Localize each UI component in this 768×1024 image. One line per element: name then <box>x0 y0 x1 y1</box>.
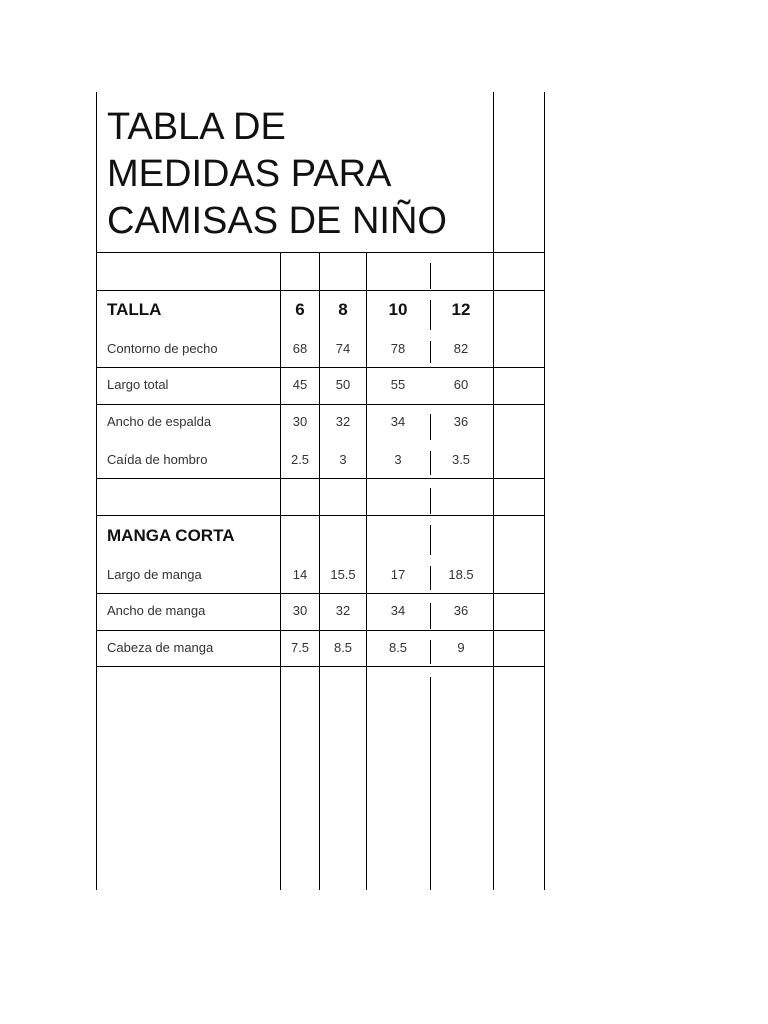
size-header-6: 6 <box>295 300 305 319</box>
size-header-label: TALLA <box>107 300 162 319</box>
table-cell: 74 <box>335 341 351 356</box>
table-cell: 82 <box>453 341 469 356</box>
row-label: Cabeza de manga <box>107 640 214 655</box>
column-divider-extra <box>493 92 494 890</box>
column-divider-label <box>280 253 281 890</box>
table-cell: 50 <box>335 377 351 392</box>
size-header-8: 8 <box>338 300 348 319</box>
table-cell: 9 <box>457 640 465 655</box>
table-cell: 3.5 <box>451 452 471 467</box>
column-divider-10 <box>430 640 431 664</box>
column-divider-10 <box>430 263 431 289</box>
table-cell: 3 <box>394 452 402 467</box>
table-cell: 55 <box>390 377 406 392</box>
table-cell: 78 <box>390 341 406 356</box>
column-divider-10 <box>430 566 431 590</box>
size-header-10: 10 <box>388 300 408 319</box>
row-divider <box>96 478 545 479</box>
row-divider <box>96 367 545 368</box>
row-divider <box>96 630 545 631</box>
table-cell: 68 <box>292 341 308 356</box>
column-divider-10 <box>430 677 431 890</box>
table-cell: 30 <box>292 414 308 429</box>
row-divider <box>96 404 545 405</box>
title-line: TABLA DE <box>107 106 286 148</box>
table-cell: 30 <box>292 603 308 618</box>
row-divider <box>96 290 545 291</box>
table-cell: 15.5 <box>330 567 356 582</box>
table-cell: 36 <box>453 414 469 429</box>
row-divider <box>96 593 545 594</box>
section-heading: MANGA CORTA <box>107 526 235 545</box>
column-divider-10 <box>430 341 431 363</box>
table-border-left <box>96 92 97 890</box>
table-cell: 36 <box>453 603 469 618</box>
table-cell: 34 <box>390 414 406 429</box>
row-label: Contorno de pecho <box>107 341 218 356</box>
table-cell: 8.5 <box>388 640 408 655</box>
row-divider <box>96 252 545 253</box>
row-label: Ancho de espalda <box>107 414 212 429</box>
table-cell: 45 <box>292 377 308 392</box>
row-label: Largo total <box>107 377 169 392</box>
table-cell: 32 <box>335 603 351 618</box>
row-divider <box>96 666 545 667</box>
column-divider-10 <box>430 603 431 629</box>
row-label: Largo de manga <box>107 567 202 582</box>
row-divider <box>96 515 545 516</box>
column-divider-10 <box>430 525 431 555</box>
column-divider-10 <box>430 300 431 330</box>
column-divider-10 <box>430 488 431 514</box>
table-cell: 3 <box>339 452 347 467</box>
table-cell: 2.5 <box>290 452 310 467</box>
table-border-right <box>544 92 545 890</box>
table-cell: 8.5 <box>333 640 353 655</box>
table-cell: 60 <box>453 377 469 392</box>
title-line: MEDIDAS PARA <box>107 153 392 195</box>
table-cell: 34 <box>390 603 406 618</box>
table-cell: 7.5 <box>290 640 310 655</box>
size-header-12: 12 <box>451 300 471 319</box>
row-label: Ancho de manga <box>107 603 206 618</box>
page-title <box>107 104 487 245</box>
row-label: Caída de hombro <box>107 452 208 467</box>
table-cell: 32 <box>335 414 351 429</box>
column-divider-10 <box>430 451 431 475</box>
table-cell: 17 <box>390 567 406 582</box>
title-line: CAMISAS DE NIÑO <box>107 200 447 242</box>
column-divider-10 <box>430 414 431 440</box>
column-divider-6 <box>319 253 320 890</box>
column-divider-8 <box>366 253 367 890</box>
table-cell: 18.5 <box>448 567 474 582</box>
table-cell: 14 <box>292 567 308 582</box>
